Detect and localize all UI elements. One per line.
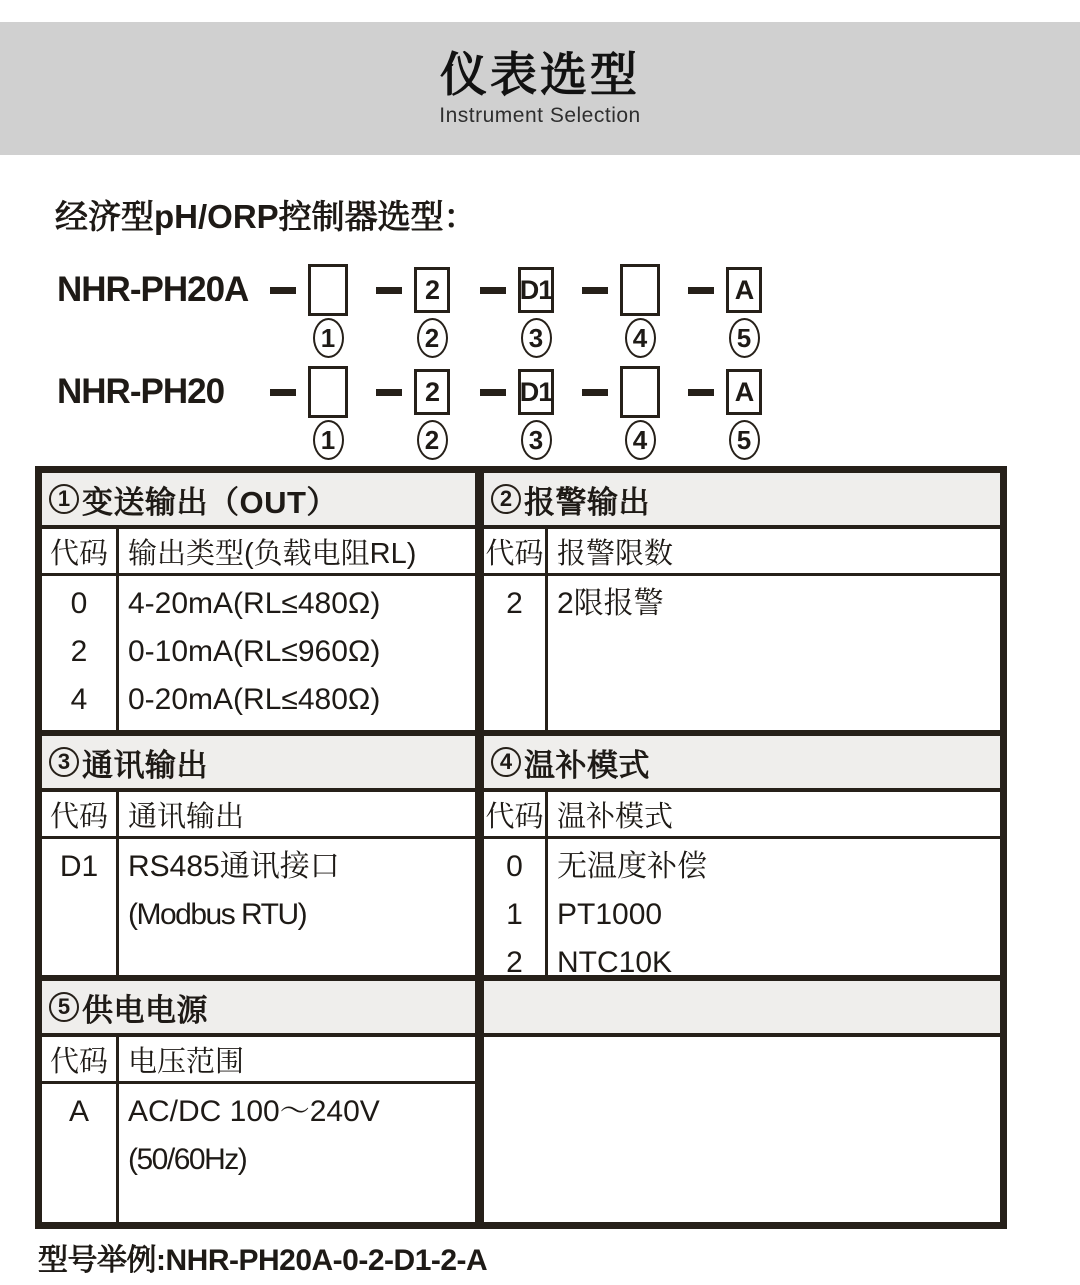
section-alarm [484,473,1000,730]
page-subtitle: Instrument Selection [439,103,641,127]
code-cells [484,576,548,730]
section-alarm-body [484,576,1000,730]
circled-number-icon: 5 [729,420,760,460]
code-slot-2: 2 [414,369,450,415]
circled-number-icon: 1 [313,420,344,460]
desc-column-header: 输出类型(负载电阻RL) [128,537,417,570]
code-slot-5: A [726,267,762,313]
code-slot-3: D1 [518,267,554,313]
dash-icon [480,389,506,396]
column-header-row [484,792,1000,839]
code-value: 2 [70,635,88,668]
selection-table [35,466,1007,1229]
model-row-nhr-ph20 [57,364,1080,420]
section-temp-comp [484,730,1000,979]
dash-icon [270,287,296,294]
example-model-number: 型号举例:NHR-PH20A-0-2-D1-2-A [38,1244,488,1277]
code-value: 4 [70,683,88,716]
section-power-body [42,1084,475,1222]
circled-number-icon: 3 [521,318,552,358]
column-header-row [42,529,475,576]
dash-icon [376,287,402,294]
circled-number-icon: 2 [417,420,448,460]
desc-cells [548,839,1000,979]
desc-column-header: 温补模式 [557,800,674,833]
section-output-body [42,576,475,730]
code-value: 2 [506,587,523,620]
model-diagram [57,262,1080,460]
desc-value: (50/60Hz) [128,1143,247,1176]
circled-number-icon: 4 [491,747,521,777]
dash-icon [376,389,402,396]
desc-cells [119,1084,475,1222]
dash-icon [582,389,608,396]
desc-value: NTC10K [557,946,673,979]
section-temp-comp-header: 4 温补模式 [484,736,1000,792]
circled-number-icon: 1 [313,318,344,358]
desc-column-header: 通讯输出 [128,800,245,833]
section-power-header: 5 供电电源 [42,981,475,1037]
code-value: 2 [506,946,523,979]
column-header-row [42,1037,475,1084]
code-slot-5: A [726,369,762,415]
model-row-nhr-ph20a [57,262,1080,318]
code-value: A [68,1095,89,1128]
code-cells [42,576,119,730]
code-column-header: 代码 [42,1037,119,1081]
section-temp-comp-body [484,839,1000,979]
desc-column-header: 电压范围 [128,1045,245,1078]
desc-value: 2限报警 [557,587,664,620]
desc-value: 4-20mA(RL≤480Ω) [128,587,381,620]
desc-cells [119,839,475,975]
column-header-row [484,529,1000,576]
dash-icon [270,389,296,396]
code-slot-4 [620,264,660,316]
model-name: NHR-PH20 [57,372,225,411]
desc-cells [119,576,475,730]
desc-value: RS485通讯接口 [128,850,340,883]
circled-number-icon: 2 [417,318,448,358]
model-name: NHR-PH20A [57,270,249,309]
circled-number-icon: 3 [521,420,552,460]
dash-icon [688,389,714,396]
code-value: 1 [506,898,523,931]
section-comm [42,730,475,975]
table-right-half [484,473,1000,1222]
code-cells [484,839,548,979]
section-output [42,473,475,730]
dash-icon [688,287,714,294]
desc-value: (Modbus RTU) [128,898,307,931]
desc-value: 0-20mA(RL≤480Ω) [128,683,381,716]
desc-value: AC/DC 100～240V [128,1095,380,1128]
section-output-header: 1 变送输出（OUT） [42,473,475,529]
empty-body-cell [484,1037,1000,1222]
code-slot-4 [620,366,660,418]
circled-number-icon: 5 [49,992,79,1022]
desc-column-header: 报警限数 [557,537,674,570]
code-column-header: 代码 [42,529,119,573]
code-cells [42,1084,119,1222]
desc-cells [548,576,1000,730]
circled-number-icon: 4 [625,318,656,358]
circled-number-icon: 4 [625,420,656,460]
section-comm-header: 3 通讯输出 [42,736,475,792]
code-column-header: 代码 [484,529,548,573]
page-title: 仪表选型 [440,48,640,102]
selection-heading: 经济型pH/ORP控制器选型： [55,198,477,235]
code-column-header: 代码 [484,792,548,836]
section-power [42,975,475,1222]
code-value: 0 [70,587,88,620]
circled-number-icon: 1 [49,484,79,514]
title-band [0,22,1080,155]
code-slot-1 [308,264,348,316]
dash-icon [582,287,608,294]
section-alarm-header: 2 报警输出 [484,473,1000,529]
circled-number-icon: 3 [49,747,79,777]
circled-number-icon: 5 [729,318,760,358]
code-slot-1 [308,366,348,418]
dash-icon [480,287,506,294]
circled-number-icon: 2 [491,484,521,514]
section-comm-body [42,839,475,975]
code-cells [42,839,119,975]
position-numbers-row [57,318,1080,358]
code-column-header: 代码 [42,792,119,836]
desc-value: PT1000 [557,898,663,931]
desc-value: 0-10mA(RL≤960Ω) [128,635,381,668]
page [0,22,1080,1279]
code-value: D1 [59,850,99,883]
desc-value: 无温度补偿 [557,850,707,883]
code-slot-2: 2 [414,267,450,313]
empty-header-cell [484,981,1000,1037]
code-slot-3: D1 [518,369,554,415]
table-left-half [42,473,484,1222]
position-numbers-row [57,420,1080,460]
section-empty [484,975,1000,1222]
code-value: 0 [506,850,523,883]
column-header-row [42,792,475,839]
